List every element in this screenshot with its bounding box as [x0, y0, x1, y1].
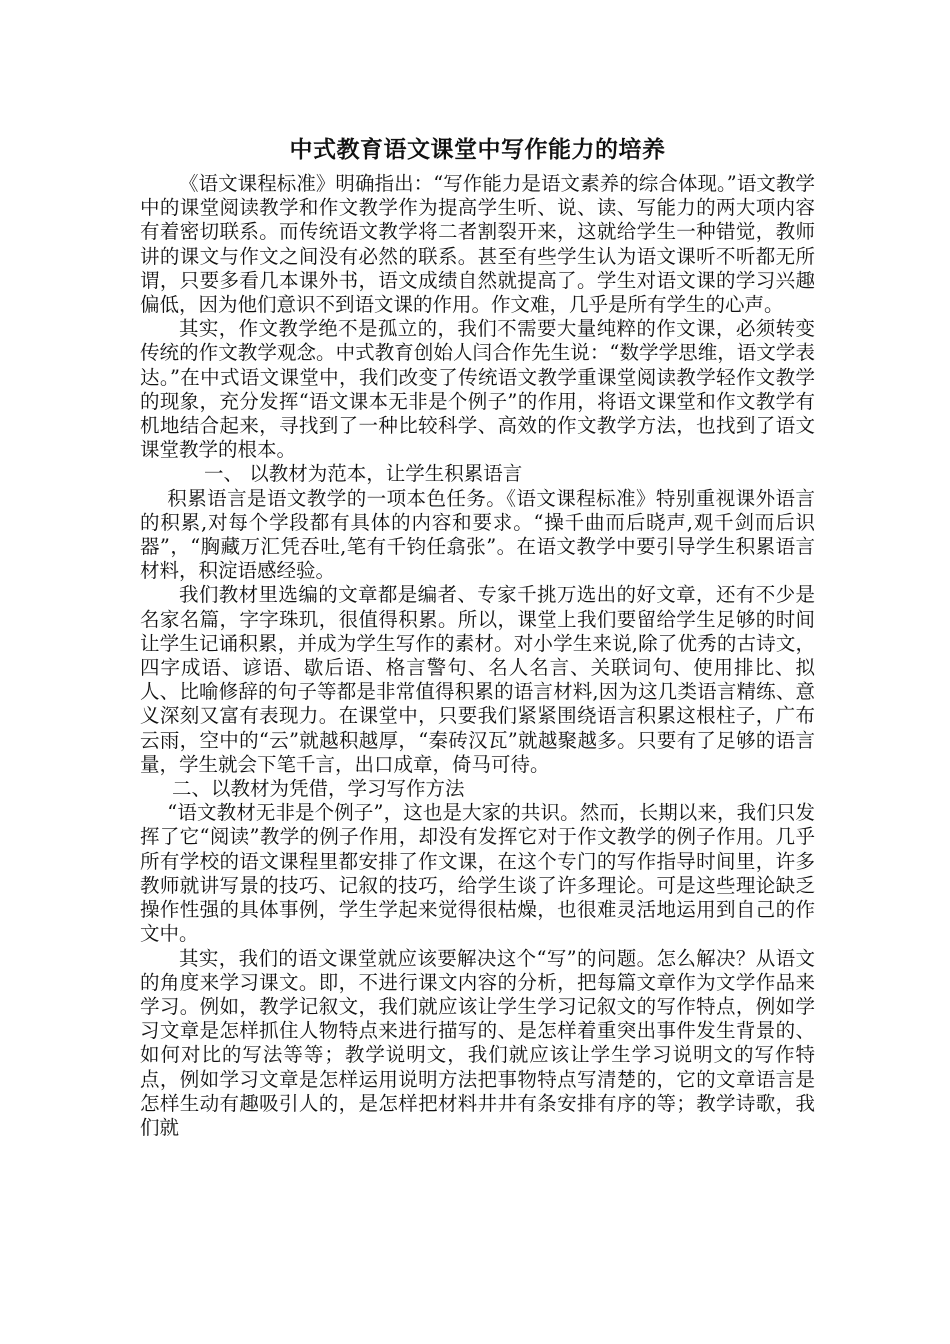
section-heading-1: 一、 以教材为范本，让学生积累语言	[204, 462, 523, 486]
section1-paragraph-2: 我们教材里选编的文章都是编者、专家千挑万选出的好文章，还有不少是名家名篇，字字珠玑，很值得积累。所以，课堂上我们要留给学生足够的时间让学生记诵积累，并成为学生写作的素材。对小学生来说,除了优秀的古诗文， 四字成语、谚语、歇后语、格言警句、名人名言、关联词句、使用排比、拟人、比喻修辞的句子等都是非常值得积累的语言材料,因为这几类语言精练、意义深刻又富有表现力。在课堂中，只要我们紧紧围绕语言积累这根柱子，广布云雨，空中的“云”就越积越厚，“秦砖汉瓦”就越聚越多。只要有了足够的语言量，学生就会下笔千言，出口成章，倚马可待。	[140, 583, 815, 776]
intro-paragraph-1: 《语文课程标准》明确指出：“写作能力是语文素养的综合体现。”语文教学中的课堂阅读教学和作文教学作为提高学生听、说、读、写能力的两大项内容有着密切联系。而传统语文教学将二者割裂开来，这就给学生一种错觉，教师讲的课文与作文之间没有必然的联系。甚至有些学生认为语文课听不听都无所谓，只要多看几本课外书，语文成绩自然就提高了。学生对语文课的学习兴趣偏低，因为他们意识不到语文课的作用。作文难，几乎是所有学生的心声。	[140, 172, 815, 317]
document-page	[140, 130, 815, 1140]
document-title: 中式教育语文课堂中写作能力的培养	[289, 137, 666, 163]
intro-paragraph-2: 其实，作文教学绝不是孤立的，我们不需要大量纯粹的作文课，必须转变传统的作文教学观念。中式教育创始人闫合作先生说：“数学学思维，语文学表达。”在中式语文课堂中，我们改变了传统语文教学重课堂阅读教学轻作文教学的现象，充分发挥“语文课本无非是个例子”的作用，将语文课堂和作文教学有机地结合起来，寻找到了一种比较科学、高效的作文教学方法，也找到了语文课堂教学的根本。	[140, 317, 815, 462]
section-heading-2: 二、以教材为凭借，学习写作方法	[172, 777, 465, 801]
section2-paragraph-1: “语文教材无非是个例子”，这也是大家的共识。然而，长期以来，我们只发挥了它“阅读”教学的例子作用，却没有发挥它对于作文教学的例子作用。几乎所有学校的语文课程里都安排了作文课，在这个专门的写作指导时间里，许多教师就讲写景的技巧、记叙的技巧，给学生谈了许多理论。可是这些理论缺乏操作性强的具体事例，学生学起来觉得很枯燥，也很难灵活地运用到自己的作文中。	[140, 801, 815, 946]
section1-paragraph-1: 积累语言是语文教学的一项本色任务。《语文课程标准》特别重视课外语言的积累,对每个学段都有具体的内容和要求。“操千曲而后晓声,观千剑而后识器”，“胸藏万汇凭吞吐,笔有千钧任翕张”。在语文教学中要引导学生积累语言材料，积淀语感经验。	[140, 486, 815, 583]
section2-paragraph-2: 其实，我们的语文课堂就应该要解决这个“写”的问题。怎么解决？从语文的角度来学习课文。即，不进行课文内容的分析，把每篇文章作为文学作品来学习。例如，教学记叙文，我们就应该让学生学习记叙文的写作特点，例如学习文章是怎样抓住人物特点来进行描写的、是怎样着重突出事件发生背景的、如何对比的写法等等；教学说明文，我们就应该让学生学习说明文的写作特点，例如学习文章是怎样运用说明方法把事物特点写清楚的，它的文章语言是怎样生动有趣吸引人的，是怎样把材料井井有条安排有序的等；教学诗歌，我们就	[140, 946, 815, 1139]
